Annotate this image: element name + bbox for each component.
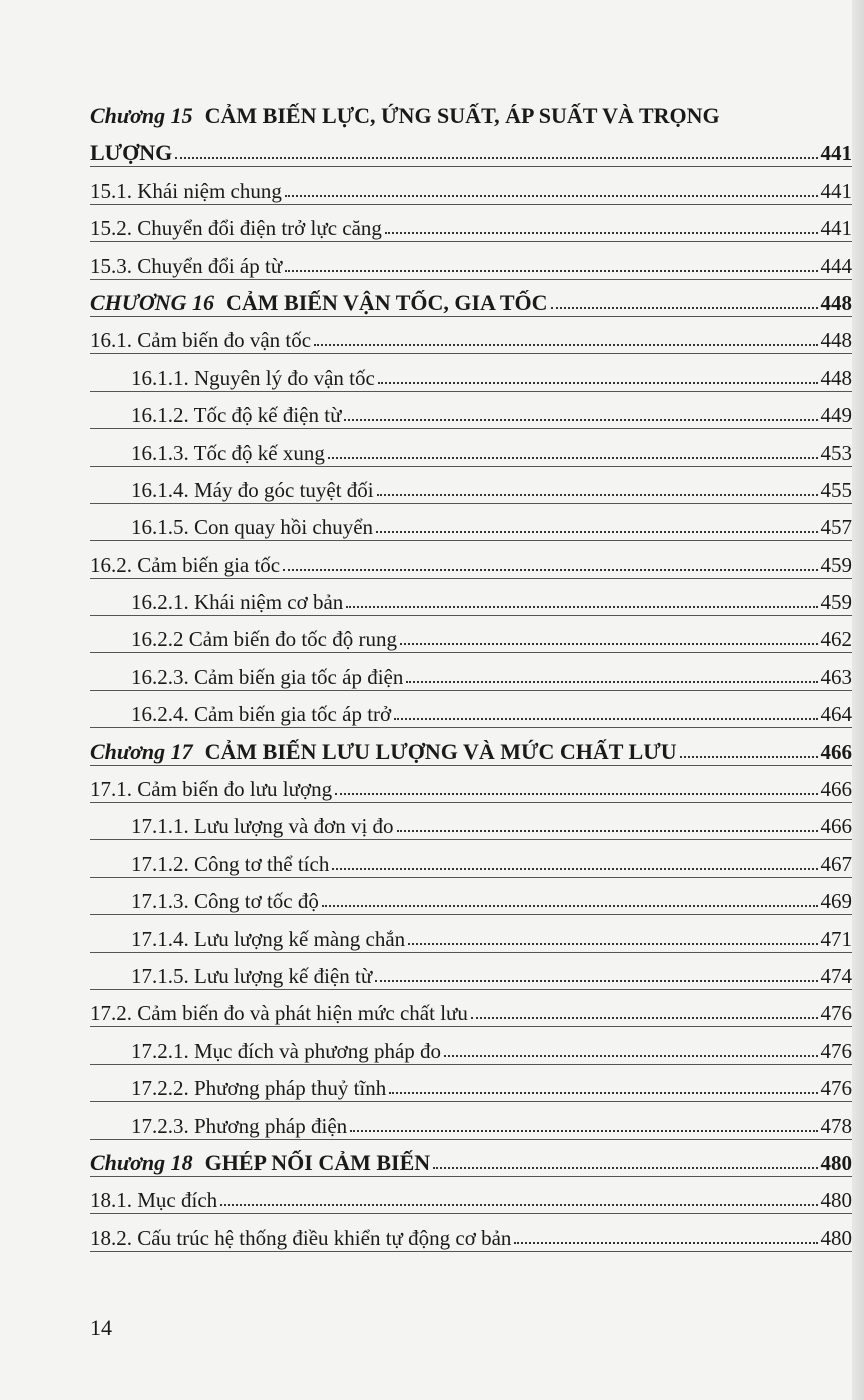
chapter-title [90,1150,430,1176]
page-ref: 459 [820,590,852,615]
dot-leader [551,307,818,309]
toc-entry [90,1176,852,1213]
page-ref: 480 [820,1225,852,1250]
page-ref: 466 [820,777,852,802]
page-ref: 441 [820,178,852,203]
table-of-contents [90,92,852,1251]
entry-title: 17.1.1. Lưu lượng và đơn vị đo [131,814,394,839]
chapter-title [90,739,677,765]
dot-leader [444,1055,817,1057]
page-ref: 471 [820,926,852,951]
entry-title: 16.2. Cảm biến gia tốc [90,552,281,577]
page-ref: 476 [820,1076,852,1101]
entry-title: 16.2.1. Khái niệm cơ bản [131,590,344,615]
toc-entry [90,1026,852,1063]
page-ref: 476 [820,1001,852,1026]
chapter-title [90,290,548,316]
dot-leader [433,1167,817,1169]
page-ref: 480 [820,1188,852,1213]
chapter-heading [90,1139,852,1176]
dot-leader [385,232,818,234]
page-ref: 478 [820,1113,852,1138]
chapter-heading [90,279,852,316]
toc-entry [90,391,852,428]
dot-leader [400,643,818,645]
dot-leader [285,270,817,272]
dot-leader [283,569,817,571]
dot-leader [332,868,817,870]
entry-title: 16.2.3. Cảm biến gia tốc áp điện [131,664,404,689]
toc-entry [90,204,852,241]
entry-title: 18.2. Cấu trúc hệ thống điều khiển tự động cơ bản [90,1225,512,1250]
toc-entry [90,652,852,689]
page-ref: 459 [820,552,852,577]
page-ref: 457 [820,515,852,540]
toc-entry [90,353,852,390]
dot-leader [471,1017,818,1019]
dot-leader [350,1130,817,1132]
page-ref: 448 [820,365,852,390]
dot-leader [375,980,817,982]
chapter-title: CẢM BIẾN LỰC, ỨNG SUẤT, ÁP SUẤT VÀ TRỌNG [204,103,720,128]
page-ref: 469 [820,889,852,914]
page-edge [852,0,864,1400]
dot-leader [328,457,818,459]
entry-title: 16.1.3. Tốc độ kế xung [131,440,325,465]
dot-leader [406,681,817,683]
toc-entry [90,690,852,727]
chapter-heading [90,727,852,764]
toc-entry [90,839,852,876]
dot-leader [175,157,817,159]
entry-title: 16.1.4. Máy đo góc tuyệt đối [131,477,374,502]
entry-title: 17.2.1. Mục đích và phương pháp đo [131,1038,442,1063]
page-ref: 449 [820,403,852,428]
dot-leader [335,793,817,795]
entry-title: 16.1.1. Nguyên lý đo vận tốc [131,365,375,390]
toc-entry [90,316,852,353]
toc-entry [90,166,852,203]
dot-leader [514,1242,817,1244]
dot-leader [344,419,817,421]
dot-leader [408,943,817,945]
chapter-title-text: CẢM BIẾN VẬN TỐC, GIA TỐC [226,289,548,315]
entry-title: 15.3. Chuyển đổi áp từ [90,253,283,278]
page-ref: 463 [820,664,852,689]
chapter-title-text: GHÉP NỐI CẢM BIẾN [204,1149,431,1175]
entry-title: 18.1. Mục đích [90,1188,218,1213]
dot-leader [680,756,818,758]
entry-title: 17.1.2. Công tơ thể tích [131,851,330,876]
toc-entry [90,877,852,914]
entry-title: 16.1.5. Con quay hồi chuyển [131,515,374,540]
toc-entry [90,802,852,839]
page-number: 14 [90,1315,112,1340]
page-ref: 444 [820,253,852,278]
entry-title: 17.2.2. Phương pháp thuỷ tĩnh [131,1076,387,1101]
entry-title: 17.1. Cảm biến đo lưu lượng [90,777,333,802]
toc-entry [90,578,852,615]
toc-entry [90,503,852,540]
entry-title: 16.2.2 Cảm biến đo tốc độ rung [131,627,397,652]
page-ref: 474 [820,963,852,988]
dot-leader [285,195,818,197]
page-ref: 467 [820,851,852,876]
dot-leader [397,830,818,832]
chapter-title-continued: LƯỢNG [90,140,173,166]
entry-title: 15.1. Khái niệm chung [90,178,282,203]
toc-entry [90,615,852,652]
page-ref: 448 [820,290,852,315]
entry-title: 17.1.5. Lưu lượng kế điện từ [131,963,373,988]
page-ref: 462 [820,627,852,652]
toc-entry [90,1213,852,1250]
chapter-label: CHƯƠNG 16 [90,289,214,315]
page-ref: 476 [820,1038,852,1063]
entry-title: 16.1.2. Tốc độ kế điện từ [131,403,342,428]
entry-title: 16.1. Cảm biến đo vận tốc [90,328,312,353]
dot-leader [314,344,817,346]
toc-entry [90,1064,852,1101]
entry-title: 17.1.3. Công tơ tốc độ [131,889,319,914]
dot-leader [389,1092,817,1094]
chapter-title-text: CẢM BIẾN LƯU LƯỢNG VÀ MỨC CHẤT LƯU [204,738,677,764]
chapter-label: Chương 18 [90,1149,193,1175]
page-ref: 441 [820,141,852,166]
dot-leader [376,531,817,533]
chapter-heading [90,92,852,129]
page-ref: 448 [820,328,852,353]
toc-entry [90,989,852,1026]
page-ref: 466 [820,814,852,839]
entry-title: 17.1.4. Lưu lượng kế màng chắn [131,926,406,951]
chapter-label: Chương 17 [90,738,193,764]
toc-entry [90,129,852,166]
page-ref: 441 [820,216,852,241]
dot-leader [322,905,818,907]
page-ref: 453 [820,440,852,465]
page-ref: 466 [820,739,852,764]
chapter-label: Chương 15 [90,103,193,128]
dot-leader [394,718,817,720]
toc-entry [90,1101,852,1138]
entry-title: 17.2.3. Phương pháp điện [131,1113,348,1138]
dot-leader [346,606,817,608]
entry-title: 15.2. Chuyển đổi điện trở lực căng [90,216,382,241]
page-ref: 464 [820,702,852,727]
entry-title: 16.2.4. Cảm biến gia tốc áp trở [131,702,392,727]
page-ref: 480 [820,1150,852,1175]
toc-entry [90,765,852,802]
toc-entry [90,540,852,577]
toc-entry [90,428,852,465]
page-ref: 455 [820,477,852,502]
toc-entry [90,241,852,278]
entry-title: 17.2. Cảm biến đo và phát hiện mức chất lưu [90,1001,468,1026]
toc-entry [90,914,852,951]
dot-leader [377,494,818,496]
toc-entry [90,952,852,989]
dot-leader [220,1204,817,1206]
dot-leader [378,382,818,384]
toc-entry [90,466,852,503]
